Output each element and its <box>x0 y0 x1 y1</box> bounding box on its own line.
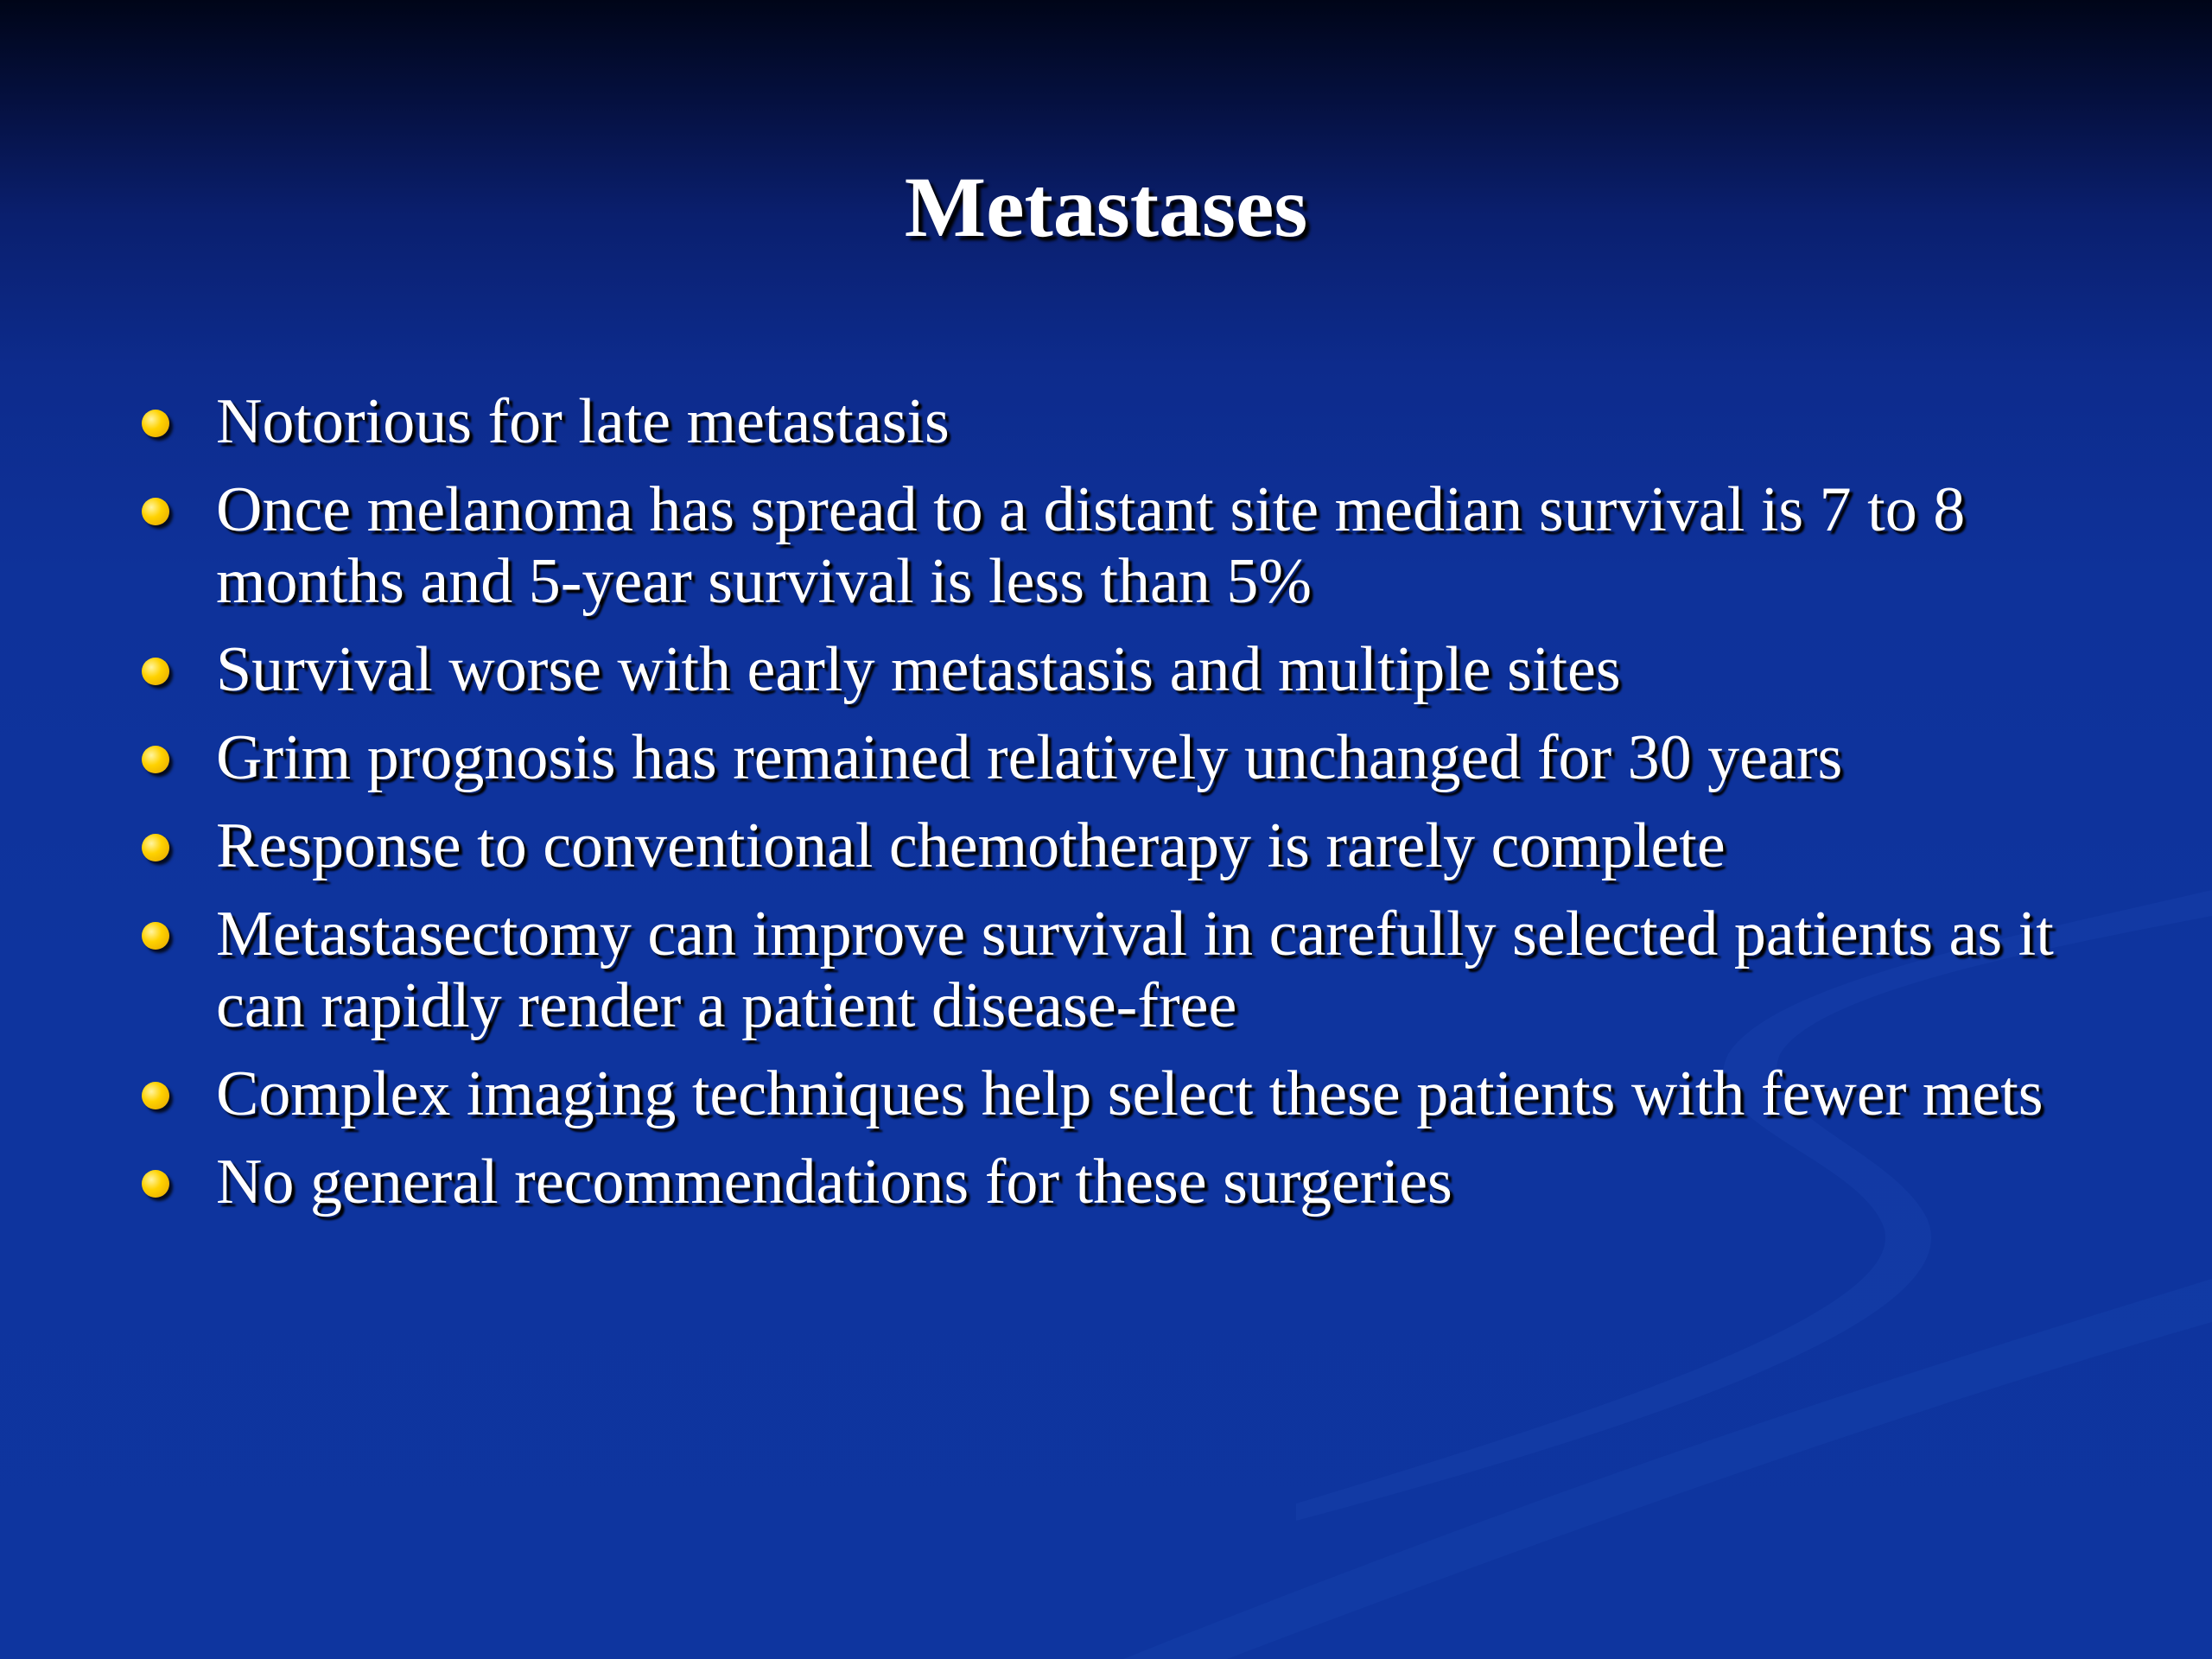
bullet-text: Complex imaging techniques help select these patients with fewer mets <box>216 1058 2044 1129</box>
bullet-text: No general recommendations for these surgeries <box>216 1147 1452 1217</box>
slide-title: Metastases <box>904 159 1308 255</box>
bullet-dot-icon <box>142 1170 169 1198</box>
bullet-dot-icon <box>142 746 169 773</box>
bullet-item <box>138 634 2091 706</box>
bullet-dot-icon <box>142 1082 169 1109</box>
bullet-dot-icon <box>142 658 169 685</box>
bullet-text: Survival worse with early metastasis and multiple sites <box>216 634 1621 705</box>
bullet-text: Once melanoma has spread to a distant site median survival is 7 to 8 months and 5-year survival is less than 5% <box>216 474 1966 617</box>
bullet-text: Metastasectomy can improve survival in carefully selected patients as it can rapidly render a patient disease-free <box>216 899 2054 1041</box>
bullet-item <box>138 386 2091 458</box>
bullet-item <box>138 722 2091 794</box>
bullet-dot-icon <box>142 410 169 437</box>
bullet-dot-icon <box>142 498 169 525</box>
bullet-item <box>138 474 2091 618</box>
bullet-item <box>138 810 2091 882</box>
bullet-text: Notorious for late metastasis <box>216 386 950 457</box>
bullet-text: Response to conventional chemotherapy is rarely complete <box>216 810 1726 881</box>
bullet-item <box>138 899 2091 1042</box>
bullet-dot-icon <box>142 922 169 950</box>
bullet-dot-icon <box>142 834 169 861</box>
bullet-list <box>138 386 2091 1235</box>
bullet-item <box>138 1147 2091 1218</box>
bullet-item <box>138 1058 2091 1130</box>
bullet-text: Grim prognosis has remained relatively unchanged for 30 years <box>216 722 1843 793</box>
